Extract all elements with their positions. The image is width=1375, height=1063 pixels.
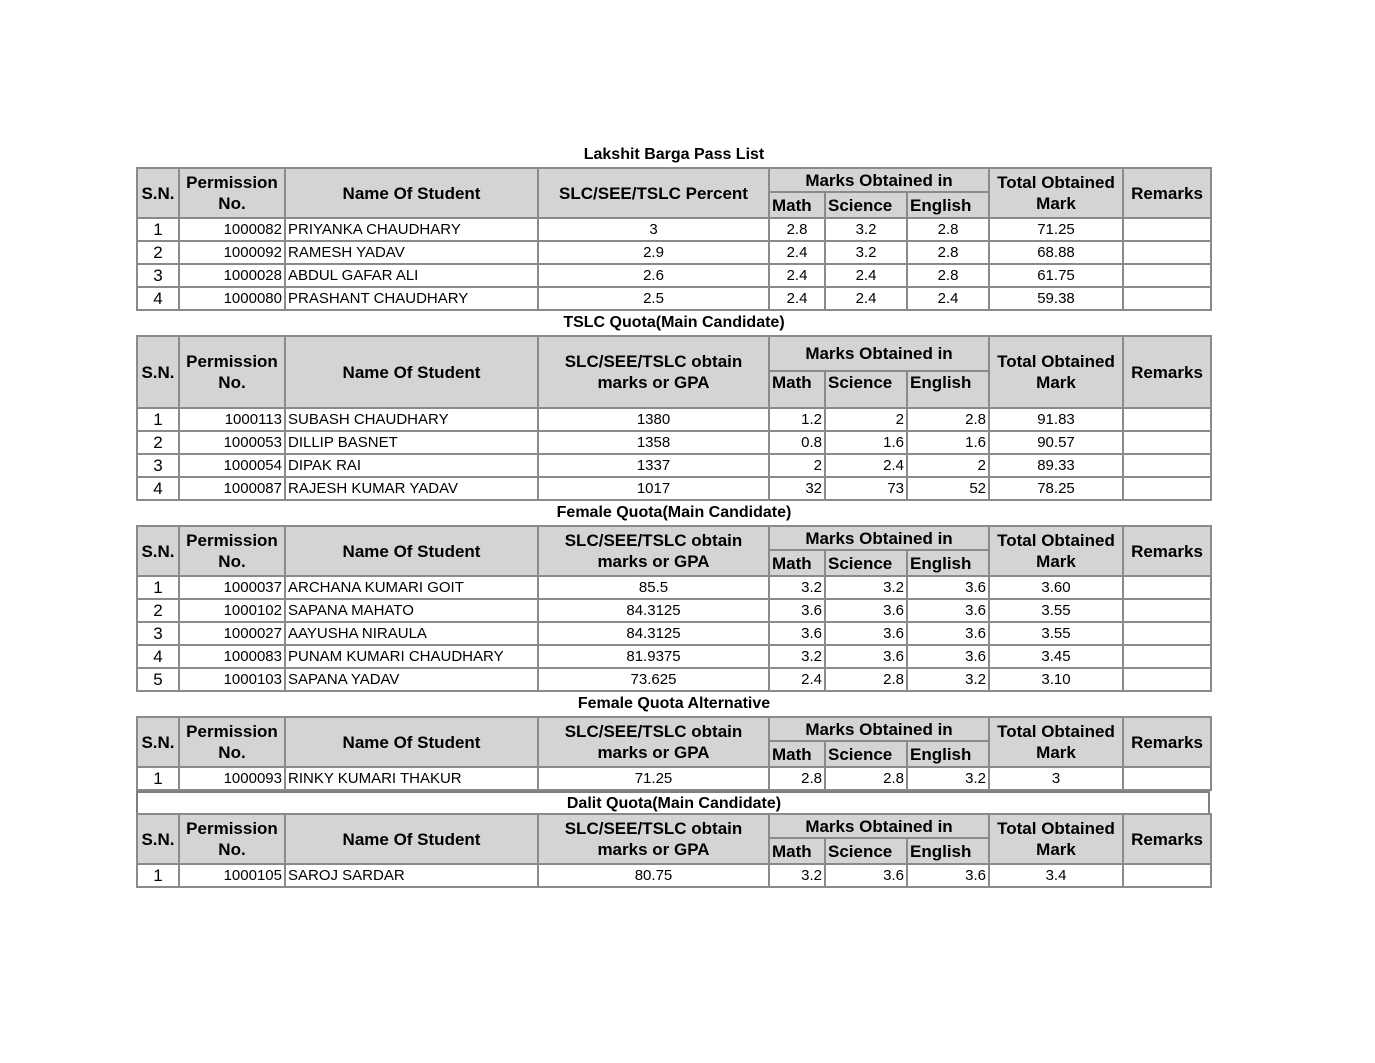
english-cell: 2.4 (907, 287, 989, 310)
permission-cell: 1000080 (179, 287, 285, 310)
total-cell: 91.83 (989, 408, 1123, 431)
remarks-cell (1123, 287, 1211, 310)
sn-header: S.N. (137, 717, 179, 767)
remarks-cell (1123, 241, 1211, 264)
name-cell: RINKY KUMARI THAKUR (285, 767, 538, 790)
sn-cell: 5 (137, 668, 179, 691)
name-cell: DILLIP BASNET (285, 431, 538, 454)
score-header: SLC/SEE/TSLC obtain marks or GPA (538, 717, 769, 767)
header-row (137, 717, 1211, 741)
math-cell: 2.4 (769, 287, 825, 310)
total-cell: 90.57 (989, 431, 1123, 454)
name-header: Name Of Student (285, 336, 538, 408)
permission-cell: 1000113 (179, 408, 285, 431)
score-cell: 1358 (538, 431, 769, 454)
permission-header: Permission No. (179, 526, 285, 576)
permission-cell: 1000054 (179, 454, 285, 477)
name-header: Name Of Student (285, 526, 538, 576)
english-cell: 3.6 (907, 599, 989, 622)
total-cell: 3.45 (989, 645, 1123, 668)
total-cell: 3 (989, 767, 1123, 790)
math-header: Math (769, 741, 825, 767)
permission-cell: 1000053 (179, 431, 285, 454)
math-cell: 2 (769, 454, 825, 477)
english-cell: 3.6 (907, 576, 989, 599)
english-cell: 2 (907, 454, 989, 477)
name-cell: RAJESH KUMAR YADAV (285, 477, 538, 500)
remarks-header: Remarks (1123, 168, 1211, 218)
remarks-cell (1123, 767, 1211, 790)
header-row (137, 336, 1211, 371)
total-cell: 89.33 (989, 454, 1123, 477)
score-cell: 81.9375 (538, 645, 769, 668)
permission-cell: 1000027 (179, 622, 285, 645)
score-header: SLC/SEE/TSLC obtain marks or GPA (538, 336, 769, 408)
english-cell: 3.6 (907, 645, 989, 668)
math-cell: 3.2 (769, 576, 825, 599)
permission-cell: 1000092 (179, 241, 285, 264)
total-header: Total Obtained Mark (989, 814, 1123, 864)
science-cell: 2 (825, 408, 907, 431)
remarks-cell (1123, 645, 1211, 668)
table-row (137, 599, 1211, 622)
name-cell: ABDUL GAFAR ALI (285, 264, 538, 287)
science-cell: 73 (825, 477, 907, 500)
score-cell: 85.5 (538, 576, 769, 599)
math-cell: 0.8 (769, 431, 825, 454)
total-cell: 3.4 (989, 864, 1123, 887)
name-cell: ARCHANA KUMARI GOIT (285, 576, 538, 599)
sn-cell: 3 (137, 264, 179, 287)
score-header: SLC/SEE/TSLC obtain marks or GPA (538, 526, 769, 576)
remarks-cell (1123, 576, 1211, 599)
remarks-cell (1123, 454, 1211, 477)
section-title: Dalit Quota(Main Candidate) (136, 791, 1210, 813)
english-header: English (907, 741, 989, 767)
science-cell: 2.4 (825, 287, 907, 310)
total-cell: 68.88 (989, 241, 1123, 264)
total-cell: 3.55 (989, 599, 1123, 622)
math-cell: 2.8 (769, 767, 825, 790)
permission-cell: 1000028 (179, 264, 285, 287)
total-header: Total Obtained Mark (989, 526, 1123, 576)
sn-cell: 1 (137, 767, 179, 790)
table-row (137, 408, 1211, 431)
table-row (137, 622, 1211, 645)
table-row (137, 264, 1211, 287)
permission-cell: 1000105 (179, 864, 285, 887)
score-cell: 3 (538, 218, 769, 241)
name-cell: DIPAK RAI (285, 454, 538, 477)
marks-obtained-header: Marks Obtained in (769, 814, 989, 838)
table-row (137, 864, 1211, 887)
permission-cell: 1000103 (179, 668, 285, 691)
pass-list-sheet (136, 143, 1210, 888)
remarks-cell (1123, 264, 1211, 287)
total-cell: 3.60 (989, 576, 1123, 599)
english-cell: 2.8 (907, 218, 989, 241)
section-title: Female Quota(Main Candidate) (556, 504, 792, 521)
remarks-cell (1123, 864, 1211, 887)
math-cell: 2.4 (769, 241, 825, 264)
total-header: Total Obtained Mark (989, 168, 1123, 218)
science-cell: 2.4 (825, 454, 907, 477)
math-cell: 3.6 (769, 599, 825, 622)
sn-cell: 3 (137, 622, 179, 645)
permission-header: Permission No. (179, 336, 285, 408)
english-header: English (907, 192, 989, 218)
name-cell: PRIYANKA CHAUDHARY (285, 218, 538, 241)
sn-cell: 2 (137, 431, 179, 454)
english-cell: 2.8 (907, 408, 989, 431)
science-cell: 3.6 (825, 864, 907, 887)
table-row (137, 287, 1211, 310)
science-cell: 3.6 (825, 645, 907, 668)
science-header: Science (825, 192, 907, 218)
sn-cell: 1 (137, 864, 179, 887)
permission-cell: 1000083 (179, 645, 285, 668)
results-table (136, 716, 1212, 791)
permission-header: Permission No. (179, 168, 285, 218)
science-cell: 2.4 (825, 264, 907, 287)
remarks-cell (1123, 599, 1211, 622)
header-row (137, 814, 1211, 838)
name-header: Name Of Student (285, 168, 538, 218)
science-cell: 2.8 (825, 668, 907, 691)
score-cell: 80.75 (538, 864, 769, 887)
english-cell: 52 (907, 477, 989, 500)
total-cell: 3.55 (989, 622, 1123, 645)
results-table (136, 525, 1212, 692)
table-row (137, 645, 1211, 668)
table-row (137, 576, 1211, 599)
english-cell: 3.2 (907, 767, 989, 790)
math-cell: 3.6 (769, 622, 825, 645)
header-row (137, 526, 1211, 550)
remarks-header: Remarks (1123, 814, 1211, 864)
math-cell: 3.2 (769, 645, 825, 668)
sn-cell: 4 (137, 645, 179, 668)
english-header: English (907, 838, 989, 864)
science-header: Science (825, 741, 907, 767)
remarks-cell (1123, 218, 1211, 241)
results-table (136, 813, 1212, 888)
permission-header: Permission No. (179, 717, 285, 767)
name-cell: SAROJ SARDAR (285, 864, 538, 887)
science-header: Science (825, 371, 907, 408)
sn-cell: 4 (137, 477, 179, 500)
score-cell: 71.25 (538, 767, 769, 790)
sn-cell: 1 (137, 218, 179, 241)
math-cell: 2.4 (769, 264, 825, 287)
remarks-header: Remarks (1123, 336, 1211, 408)
english-cell: 3.2 (907, 668, 989, 691)
results-table (136, 335, 1212, 501)
table-row (137, 477, 1211, 500)
sn-header: S.N. (137, 526, 179, 576)
total-cell: 59.38 (989, 287, 1123, 310)
science-header: Science (825, 838, 907, 864)
section-title: Female Quota Alternative (577, 695, 771, 712)
remarks-cell (1123, 408, 1211, 431)
name-header: Name Of Student (285, 814, 538, 864)
section-title: Lakshit Barga Pass List (583, 146, 765, 163)
math-header: Math (769, 550, 825, 576)
marks-obtained-header: Marks Obtained in (769, 717, 989, 741)
score-cell: 2.6 (538, 264, 769, 287)
english-cell: 2.8 (907, 264, 989, 287)
score-cell: 1380 (538, 408, 769, 431)
total-cell: 78.25 (989, 477, 1123, 500)
score-cell: 73.625 (538, 668, 769, 691)
english-cell: 2.8 (907, 241, 989, 264)
science-cell: 3.6 (825, 622, 907, 645)
math-header: Math (769, 371, 825, 408)
score-cell: 84.3125 (538, 622, 769, 645)
remarks-header: Remarks (1123, 526, 1211, 576)
math-cell: 2.8 (769, 218, 825, 241)
science-cell: 3.2 (825, 218, 907, 241)
table-row (137, 241, 1211, 264)
score-cell: 2.5 (538, 287, 769, 310)
science-cell: 3.2 (825, 576, 907, 599)
total-header: Total Obtained Mark (989, 717, 1123, 767)
science-cell: 2.8 (825, 767, 907, 790)
section-title: TSLC Quota(Main Candidate) (563, 314, 785, 331)
name-cell: PUNAM KUMARI CHAUDHARY (285, 645, 538, 668)
sn-header: S.N. (137, 814, 179, 864)
name-cell: SUBASH CHAUDHARY (285, 408, 538, 431)
sn-cell: 2 (137, 241, 179, 264)
sn-cell: 3 (137, 454, 179, 477)
remarks-cell (1123, 668, 1211, 691)
sn-cell: 4 (137, 287, 179, 310)
table-row (137, 218, 1211, 241)
remarks-cell (1123, 622, 1211, 645)
sn-cell: 1 (137, 576, 179, 599)
permission-cell: 1000093 (179, 767, 285, 790)
permission-cell: 1000082 (179, 218, 285, 241)
score-cell: 1337 (538, 454, 769, 477)
total-header: Total Obtained Mark (989, 336, 1123, 408)
science-cell: 3.6 (825, 599, 907, 622)
score-header: SLC/SEE/TSLC obtain marks or GPA (538, 814, 769, 864)
score-cell: 1017 (538, 477, 769, 500)
marks-obtained-header: Marks Obtained in (769, 336, 989, 371)
total-cell: 61.75 (989, 264, 1123, 287)
english-cell: 3.6 (907, 622, 989, 645)
math-header: Math (769, 838, 825, 864)
english-header: English (907, 550, 989, 576)
permission-cell: 1000087 (179, 477, 285, 500)
english-header: English (907, 371, 989, 408)
math-header: Math (769, 192, 825, 218)
english-cell: 1.6 (907, 431, 989, 454)
math-cell: 32 (769, 477, 825, 500)
results-table (136, 167, 1212, 311)
name-cell: PRASHANT CHAUDHARY (285, 287, 538, 310)
sn-cell: 1 (137, 408, 179, 431)
total-cell: 71.25 (989, 218, 1123, 241)
sn-cell: 2 (137, 599, 179, 622)
permission-header: Permission No. (179, 814, 285, 864)
math-cell: 1.2 (769, 408, 825, 431)
science-cell: 1.6 (825, 431, 907, 454)
name-cell: SAPANA MAHATO (285, 599, 538, 622)
table-row (137, 767, 1211, 790)
sn-header: S.N. (137, 168, 179, 218)
science-header: Science (825, 550, 907, 576)
name-header: Name Of Student (285, 717, 538, 767)
total-cell: 3.10 (989, 668, 1123, 691)
name-cell: AAYUSHA NIRAULA (285, 622, 538, 645)
marks-obtained-header: Marks Obtained in (769, 526, 989, 550)
score-cell: 2.9 (538, 241, 769, 264)
english-cell: 3.6 (907, 864, 989, 887)
remarks-header: Remarks (1123, 717, 1211, 767)
math-cell: 3.2 (769, 864, 825, 887)
score-cell: 84.3125 (538, 599, 769, 622)
sn-header: S.N. (137, 336, 179, 408)
remarks-cell (1123, 431, 1211, 454)
remarks-cell (1123, 477, 1211, 500)
permission-cell: 1000102 (179, 599, 285, 622)
header-row (137, 168, 1211, 192)
math-cell: 2.4 (769, 668, 825, 691)
table-row (137, 431, 1211, 454)
name-cell: RAMESH YADAV (285, 241, 538, 264)
name-cell: SAPANA YADAV (285, 668, 538, 691)
table-row (137, 668, 1211, 691)
permission-cell: 1000037 (179, 576, 285, 599)
science-cell: 3.2 (825, 241, 907, 264)
marks-obtained-header: Marks Obtained in (769, 168, 989, 192)
table-row (137, 454, 1211, 477)
score-header: SLC/SEE/TSLC Percent (538, 168, 769, 218)
